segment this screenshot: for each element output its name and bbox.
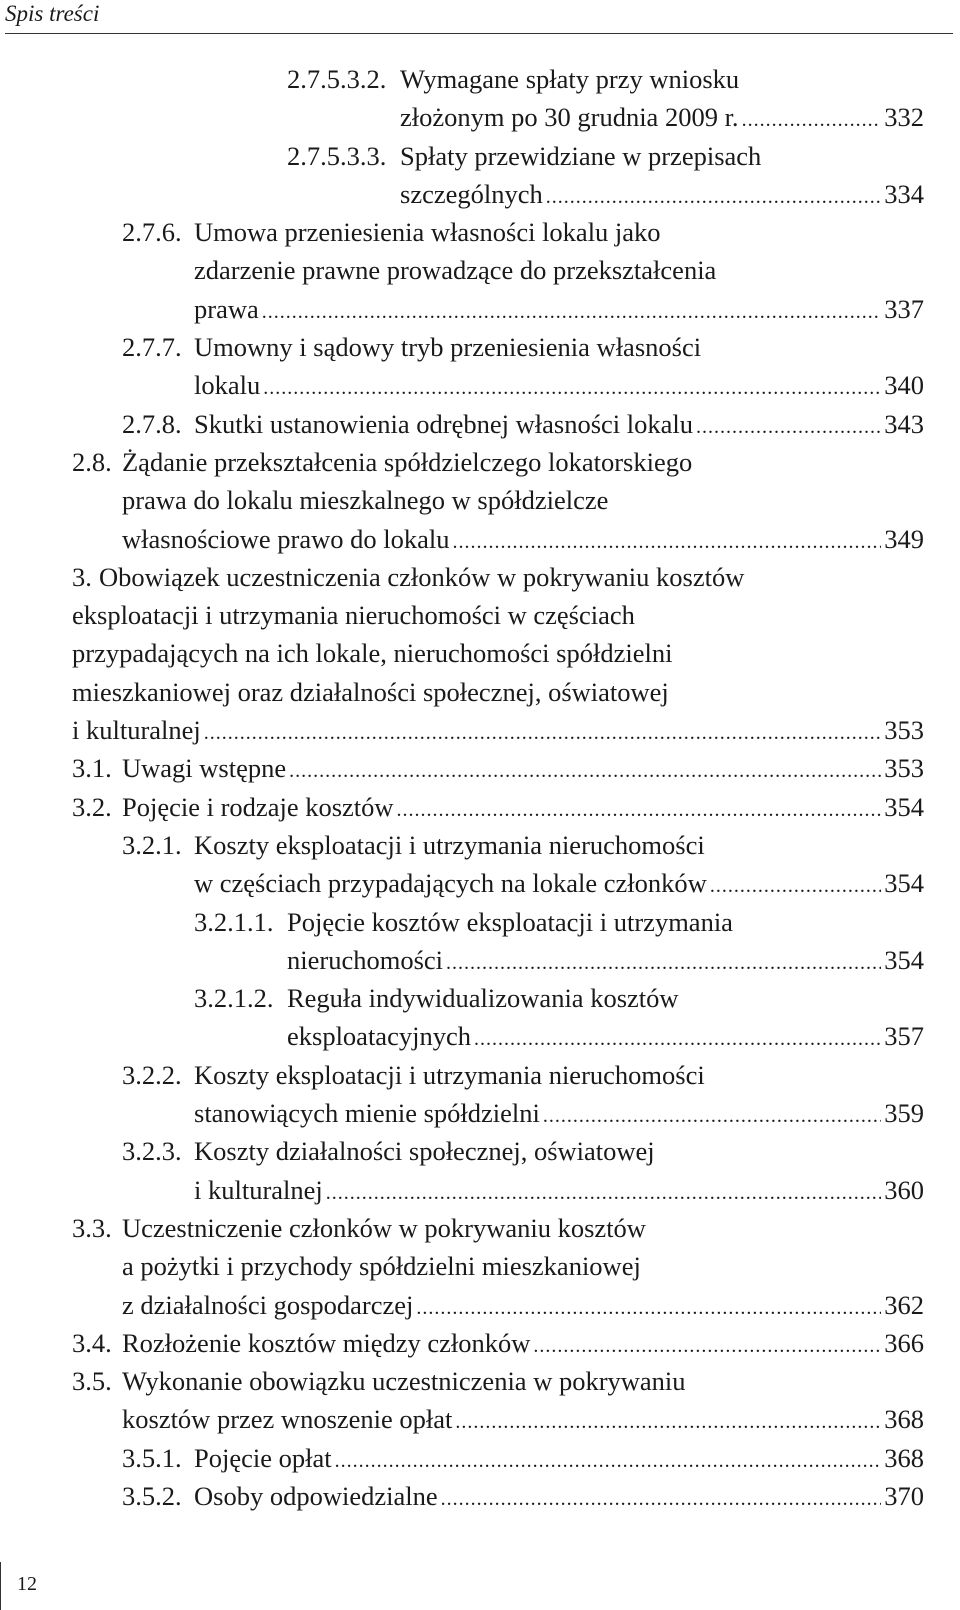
toc-entry-number: 2.8. xyxy=(72,446,112,477)
dot-leader xyxy=(742,101,882,139)
dot-leader xyxy=(262,293,882,331)
toc-entry[interactable] xyxy=(0,443,960,558)
toc-entry-title-line: a pożytki i przychody spółdzielni mieszkaniowej xyxy=(122,1251,641,1282)
toc-entry[interactable] xyxy=(0,979,960,1056)
dot-leader xyxy=(289,752,881,790)
toc-entry-title-line: lokalu xyxy=(194,370,261,401)
toc-entry-number: 3.3. xyxy=(72,1212,112,1243)
toc-entry-page: 353 xyxy=(884,715,924,746)
toc-entry-number: 3.2.1.2. xyxy=(194,983,274,1014)
toc-entry-page: 343 xyxy=(884,408,924,439)
toc-entry-title-line: Wykonanie obowiązku uczestniczenia w pokrywaniu xyxy=(122,1366,686,1397)
toc-entry-title-line: w częściach przypadających na lokale członków xyxy=(194,868,707,899)
toc-entry-page: 334 xyxy=(884,178,924,209)
toc-entry-page: 362 xyxy=(884,1289,924,1320)
toc-entry-title-line: Skutki ustanowienia odrębnej własności lokalu xyxy=(194,408,693,439)
toc-entry-page: 349 xyxy=(884,523,924,554)
toc-entry-page: 354 xyxy=(884,791,924,822)
dot-leader xyxy=(326,1174,881,1212)
toc-entry-title-line: mieszkaniowej oraz działalności społecznej, oświatowej xyxy=(72,676,669,707)
toc-entry-page: 366 xyxy=(884,1327,924,1358)
toc-entry-number: 3. xyxy=(72,561,92,592)
toc-entry-title-line: Rozłożenie kosztów między członków xyxy=(122,1327,531,1358)
header-divider xyxy=(5,33,953,34)
toc-entry-title-line: Koszty działalności społecznej, oświatowej xyxy=(194,1136,655,1167)
dot-leader xyxy=(710,867,881,905)
toc-entry-number: 3.2.1.1. xyxy=(194,906,274,937)
toc-entry-title-line: stanowiących mienie spółdzielni xyxy=(194,1098,540,1129)
toc-entry-page: 354 xyxy=(884,944,924,975)
toc-entry[interactable] xyxy=(0,328,960,405)
dot-leader xyxy=(696,408,881,446)
toc-entry-number: 2.7.5.3.3. xyxy=(287,140,387,171)
dot-leader xyxy=(204,714,881,752)
toc-entry[interactable] xyxy=(0,749,960,787)
toc-entry-title-line: eksploatacyjnych xyxy=(287,1021,471,1052)
toc-entry[interactable] xyxy=(0,405,960,443)
toc-entry-number: 2.7.5.3.2. xyxy=(287,64,387,94)
toc-entry-page: 354 xyxy=(884,868,924,899)
toc-entry[interactable] xyxy=(0,1132,960,1209)
toc-entry-page: 332 xyxy=(884,102,924,133)
toc-entry-page: 353 xyxy=(884,753,924,784)
toc-entry-title-line: Koszty eksploatacji i utrzymania nieruchomości xyxy=(194,829,705,860)
toc-entry-number: 2.7.8. xyxy=(122,408,182,439)
side-divider xyxy=(0,1562,1,1610)
toc-entry-title-line: Pojęcie kosztów eksploatacji i utrzymania xyxy=(287,906,733,937)
toc-entry-title-line: Pojęcie opłat xyxy=(194,1442,332,1473)
page-number: 12 xyxy=(17,1573,37,1595)
toc-entry-title-line: Koszty eksploatacji i utrzymania nieruchomości xyxy=(194,1059,705,1090)
toc-entry-number: 3.5.2. xyxy=(122,1480,182,1511)
toc-entry-title-line: Osoby odpowiedzialne xyxy=(194,1480,438,1511)
toc-entry-title-line: Spłaty przewidziane w przepisach xyxy=(400,140,762,171)
toc-entry-number: 3.2.2. xyxy=(122,1059,182,1090)
toc-entry-title-line: prawa do lokalu mieszkalnego w spółdzielcze xyxy=(122,485,609,516)
toc-entry-page: 360 xyxy=(884,1174,924,1205)
toc-entry-page: 359 xyxy=(884,1098,924,1129)
toc-entry-title-line: własnościowe prawo do lokalu xyxy=(122,523,450,554)
toc-entry-title-line: prawa xyxy=(194,293,259,324)
toc-entry[interactable] xyxy=(0,213,960,328)
dot-leader xyxy=(543,1097,881,1135)
toc-entry[interactable] xyxy=(0,1209,960,1324)
toc-entry-page: 368 xyxy=(884,1404,924,1435)
toc-entry-number: 3.2.1. xyxy=(122,829,182,860)
toc-entry-number: 3.5.1. xyxy=(122,1442,182,1473)
toc-entry[interactable] xyxy=(0,903,960,980)
toc-entry-page: 368 xyxy=(884,1442,924,1473)
toc-entry-title-line: Umowny i sądowy tryb przeniesienia własności xyxy=(194,332,702,363)
dot-leader xyxy=(263,369,881,407)
toc-entry-title-line: złożonym po 30 grudnia 2009 r. xyxy=(400,102,739,133)
toc-entry-title-line: Obowiązek uczestniczenia członków w pokrywaniu kosztów xyxy=(99,561,745,592)
toc-entry-title-line: przypadających na ich lokale, nieruchomości spółdzielni xyxy=(72,638,673,669)
toc-entry[interactable] xyxy=(0,788,960,826)
toc-entry[interactable] xyxy=(0,137,960,214)
toc-entry-page: 340 xyxy=(884,370,924,401)
dot-leader xyxy=(335,1442,882,1480)
toc-entry[interactable] xyxy=(0,1324,960,1362)
dot-leader xyxy=(546,178,882,216)
toc-entry-page: 370 xyxy=(884,1480,924,1511)
dot-leader xyxy=(446,944,881,982)
toc-entry-title-line: Żądanie przekształcenia spółdzielczego lokatorskiego xyxy=(122,446,693,477)
toc-entry-number: 3.5. xyxy=(72,1366,112,1397)
toc-entry-number: 2.7.7. xyxy=(122,332,182,363)
toc-entry-title-line: Pojęcie i rodzaje kosztów xyxy=(122,791,394,822)
dot-leader xyxy=(416,1289,881,1327)
toc-entry[interactable] xyxy=(0,1439,960,1477)
dot-leader xyxy=(453,523,882,561)
dot-leader xyxy=(441,1480,882,1518)
toc-entry[interactable] xyxy=(0,60,960,137)
toc-entry-number: 3.1. xyxy=(72,753,112,784)
toc-entry-title-line: szczególnych xyxy=(400,178,543,209)
toc-entry[interactable] xyxy=(0,826,960,903)
toc-entry-title-line: nieruchomości xyxy=(287,944,444,975)
toc-entry-title-line: Umowa przeniesienia własności lokalu jako xyxy=(194,217,661,248)
toc-entry-title-line: zdarzenie prawne prowadzące do przekształcenia xyxy=(194,255,717,286)
toc-entry-title-line: kosztów przez wnoszenie opłat xyxy=(122,1404,453,1435)
toc-entry-page: 357 xyxy=(884,1021,924,1052)
toc-entry-title-line: i kulturalnej xyxy=(194,1174,323,1205)
toc-entry-number: 2.7.6. xyxy=(122,217,182,248)
toc-entry-title-line: Reguła indywidualizowania kosztów xyxy=(287,983,679,1014)
toc-entry-title-line: i kulturalnej xyxy=(72,715,201,746)
dot-leader xyxy=(397,791,882,829)
toc-entry-title-line: eksploatacji i utrzymania nieruchomości w częściach xyxy=(72,600,635,631)
toc-entry-number: 3.2.3. xyxy=(122,1136,182,1167)
toc-entry-title-line: Wymagane spłaty przy wniosku xyxy=(400,64,740,94)
toc-entry-page: 337 xyxy=(884,293,924,324)
toc-entry-title-line: Uwagi wstępne xyxy=(122,753,287,784)
dot-leader xyxy=(533,1327,881,1365)
running-header: Spis treści xyxy=(5,1,100,26)
dot-leader xyxy=(455,1403,881,1441)
toc-entry[interactable] xyxy=(0,1056,960,1133)
toc-entry-number: 3.2. xyxy=(72,791,112,822)
toc-entry-number: 3.4. xyxy=(72,1327,112,1358)
toc-entry[interactable] xyxy=(0,1477,960,1515)
toc-entry-title-line: Uczestniczenie członków w pokrywaniu kosztów xyxy=(122,1212,646,1243)
dot-leader xyxy=(474,1020,881,1058)
table-of-contents xyxy=(0,60,960,1515)
toc-entry-title-line: z działalności gospodarczej xyxy=(122,1289,414,1320)
toc-entry[interactable] xyxy=(0,558,960,749)
toc-entry[interactable] xyxy=(0,1362,960,1439)
